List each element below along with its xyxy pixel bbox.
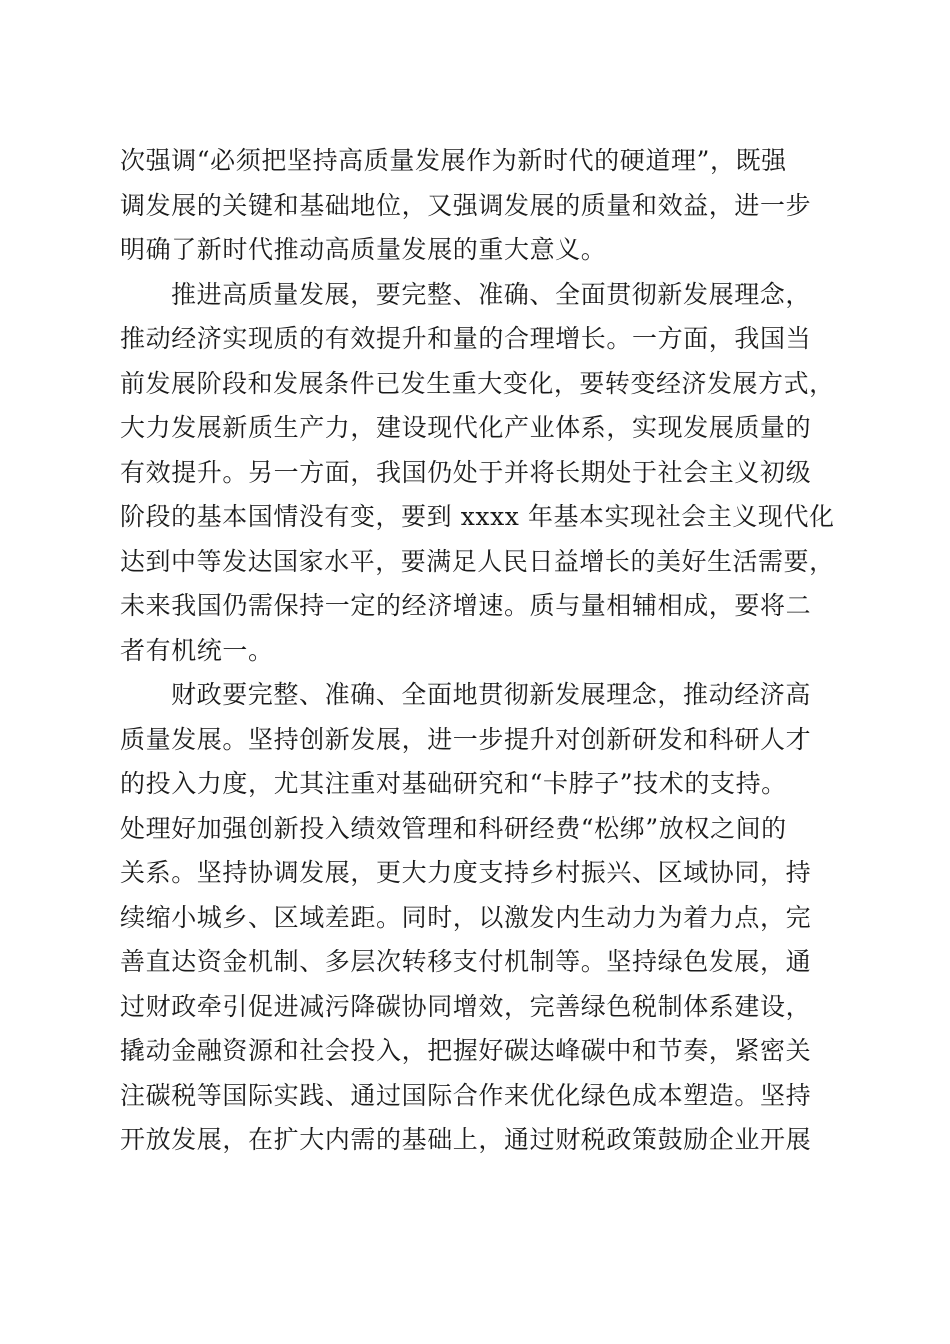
- text-line: 次强调“必须把坚持高质量发展作为新时代的硬道理”，既强: [120, 146, 787, 175]
- text-line: 有效提升。另一方面，我国仍处于并将长期处于社会主义初级: [120, 458, 812, 487]
- text-line: 阶段的基本国情没有变，要到 xxxx 年基本实现社会主义现代化: [120, 502, 835, 531]
- text-line: 续缩小城乡、区域差距。同时，以激发内生动力为着力点，完: [120, 903, 812, 932]
- text-line: 过财政牵引促进减污降碳协同增效，完善绿色税制体系建设，: [120, 992, 812, 1021]
- text-line: 推动经济实现质的有效提升和量的合理增长。一方面，我国当: [120, 324, 812, 353]
- text-line: 前发展阶段和发展条件已发生重大变化，要转变经济发展方式，: [120, 369, 835, 398]
- text-line: 推进高质量发展，要完整、准确、全面贯彻新发展理念，: [171, 280, 812, 309]
- text-line: 大力发展新质生产力，建设现代化产业体系，实现发展质量的: [120, 413, 812, 442]
- text-line: 调发展的关键和基础地位，又强调发展的质量和效益，进一步: [120, 191, 812, 220]
- text-line: 达到中等发达国家水平，要满足人民日益增长的美好生活需要，: [120, 547, 835, 576]
- text-line: 财政要完整、准确、全面地贯彻新发展理念，推动经济高: [171, 680, 812, 709]
- text-line: 关系。坚持协调发展，更大力度支持乡村振兴、区域协同，持: [120, 858, 812, 887]
- text-line: 善直达资金机制、多层次转移支付机制等。坚持绿色发展，通: [120, 947, 812, 976]
- text-line: 的投入力度，尤其注重对基础研究和“卡脖子”技术的支持。: [120, 769, 787, 798]
- text-line: 开放发展，在扩大内需的基础上，通过财税政策鼓励企业开展: [120, 1125, 812, 1154]
- text-line: 处理好加强创新投入绩效管理和科研经费“松绑”放权之间的: [120, 814, 787, 843]
- text-line: 注碳税等国际实践、通过国际合作来优化绿色成本塑造。坚持: [120, 1081, 812, 1110]
- text-line: 明确了新时代推动高质量发展的重大意义。: [120, 235, 607, 264]
- text-line: 者有机统一。: [120, 636, 274, 665]
- text-line: 质量发展。坚持创新发展，进一步提升对创新研发和科研人才: [120, 725, 812, 754]
- text-line: 未来我国仍需保持一定的经济增速。质与量相辅相成，要将二: [120, 591, 812, 620]
- text-line: 撬动金融资源和社会投入，把握好碳达峰碳中和节奏，紧密关: [120, 1036, 812, 1065]
